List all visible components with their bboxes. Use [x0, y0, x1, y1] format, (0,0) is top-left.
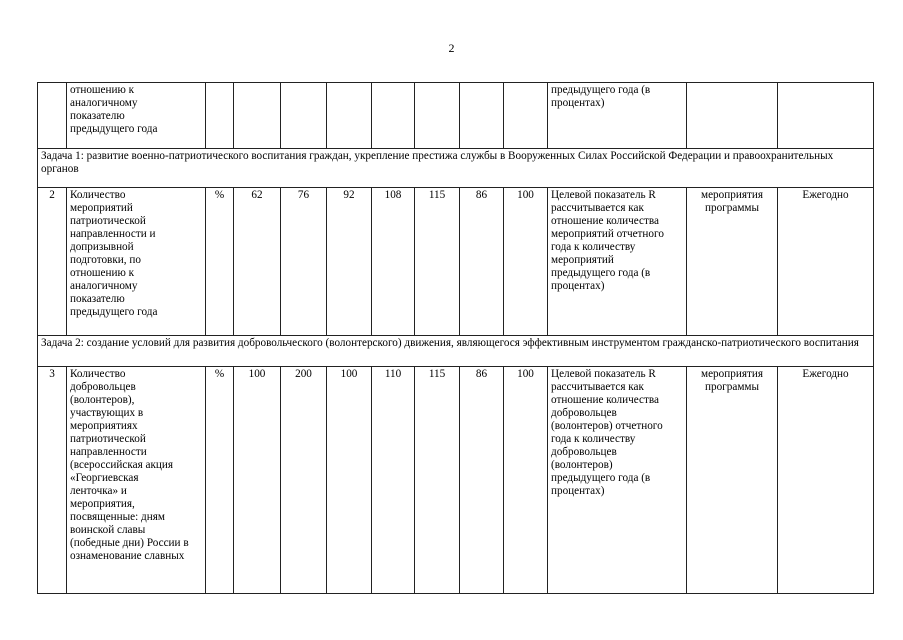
task-row	[38, 336, 874, 367]
task-2-text: Задача 2: создание условий для развития добровольческого (волонтерского) движения, являющегося эффективным инструментом гражданско-патриотического воспитания	[38, 336, 874, 367]
value-cell: 86	[460, 367, 504, 594]
task-1-text: Задача 1: развитие военно-патриотического воспитания граждан, укрепление престижа службы в Вооруженных Силах Российской Федерации и правоохранительных органов	[38, 149, 874, 188]
value-cell: 100	[504, 367, 548, 594]
table-row	[38, 83, 874, 149]
value-cell: 100	[327, 367, 372, 594]
num-cell: 2	[38, 188, 67, 336]
unit-cell: %	[206, 188, 234, 336]
num-cell: 3	[38, 367, 67, 594]
value-cell: 200	[281, 367, 327, 594]
value-cell: 100	[234, 367, 281, 594]
method-cell: Целевой показатель R рассчитывается как отношение количества добровольцев (волонтеров) отчетного года к количеству добровольцев (волонтеров) предыдущего года (в процентах)	[548, 367, 687, 594]
table-row	[38, 367, 874, 594]
method-cell: Целевой показатель R рассчитывается как отношение количества мероприятий отчетного года к количеству мероприятий предыдущего года (в процентах)	[548, 188, 687, 336]
value-cell: 62	[234, 188, 281, 336]
value-cell: 86	[460, 188, 504, 336]
value-cell: 108	[372, 188, 415, 336]
value-cell: 76	[281, 188, 327, 336]
frequency-cell: Ежегодно	[778, 367, 874, 594]
indicators-table	[37, 82, 874, 594]
value-cell: 100	[504, 188, 548, 336]
page-number: 2	[448, 41, 455, 55]
num-cell	[38, 83, 67, 149]
value-cell: 115	[415, 188, 460, 336]
method-cell: предыдущего года (в процентах)	[548, 83, 687, 149]
unit-cell: %	[206, 367, 234, 594]
indicator-name-cell: отношению к аналогичному показателю предыдущего года	[67, 83, 206, 149]
value-cell: 92	[327, 188, 372, 336]
value-cell: 110	[372, 367, 415, 594]
task-row	[38, 149, 874, 188]
frequency-cell: Ежегодно	[778, 188, 874, 336]
source-cell: мероприятия программы	[687, 367, 778, 594]
indicator-name-cell: Количество мероприятий патриотической направленности и допризывной подготовки, по отношению к аналогичному показателю предыдущего года	[67, 188, 206, 336]
indicator-name-cell: Количество добровольцев (волонтеров), участвующих в мероприятиях патриотической направленности (всероссийская акция «Георгиевская ленточка» и мероприятия, посвященные: дням воинской славы (победные дни) России в ознаменование славных	[67, 367, 206, 594]
source-cell: мероприятия программы	[687, 188, 778, 336]
table-row	[38, 188, 874, 336]
value-cell: 115	[415, 367, 460, 594]
